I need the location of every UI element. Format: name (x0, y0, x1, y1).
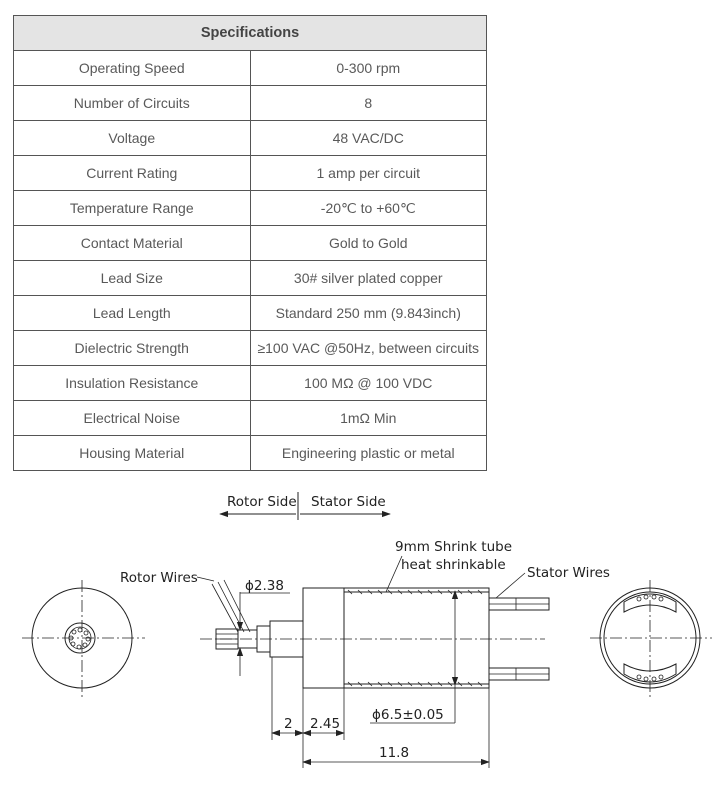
table-row (14, 51, 487, 86)
table-row (14, 331, 487, 366)
table-header-row (14, 16, 487, 51)
heat-shrinkable-label: heat shrinkable (401, 557, 506, 573)
dim-total-length: 11.8 (379, 745, 410, 761)
stator-side-label: Stator Side (311, 494, 386, 510)
param-cell: Current Rating (14, 156, 251, 191)
shrink-tube-label: 9mm Shrink tube (395, 539, 512, 555)
dimensions (240, 578, 489, 768)
dim-body-diameter: ϕ6.5±0.05 (372, 707, 444, 723)
rotor-end-view (22, 580, 145, 698)
param-cell: Contact Material (14, 226, 251, 261)
dim-flange-length: 2.45 (310, 716, 341, 732)
dim-shaft-diameter: ϕ2.38 (245, 578, 284, 594)
stator-end-view (590, 580, 712, 698)
side-indicator (220, 492, 390, 520)
value-cell: 100 MΩ @ 100 VDC (250, 366, 487, 401)
table-row (14, 296, 487, 331)
value-cell: Engineering plastic or metal (250, 436, 487, 471)
value-cell: Gold to Gold (250, 226, 487, 261)
table-row (14, 401, 487, 436)
table-row (14, 366, 487, 401)
table-row (14, 436, 487, 471)
stator-wires-label: Stator Wires (527, 565, 610, 581)
param-cell: Insulation Resistance (14, 366, 251, 401)
rotor-side-label: Rotor Side (227, 494, 297, 510)
param-cell: Housing Material (14, 436, 251, 471)
rotor-wires-label: Rotor Wires (120, 570, 198, 586)
side-view (200, 580, 549, 688)
param-cell: Dielectric Strength (14, 331, 251, 366)
param-cell: Voltage (14, 121, 251, 156)
table-row (14, 191, 487, 226)
param-cell: Lead Length (14, 296, 251, 331)
param-cell: Lead Size (14, 261, 251, 296)
value-cell: 30# silver plated copper (250, 261, 487, 296)
param-cell: Number of Circuits (14, 86, 251, 121)
value-cell: 1mΩ Min (250, 401, 487, 436)
table-row (14, 261, 487, 296)
table-row (14, 226, 487, 261)
dim-shaft-length: 2 (284, 716, 293, 732)
annotations (120, 539, 610, 598)
value-cell: Standard 250 mm (9.843inch) (250, 296, 487, 331)
value-cell: 1 amp per circuit (250, 156, 487, 191)
specifications-table (13, 15, 487, 471)
value-cell: ≥100 VAC @50Hz, between circuits (250, 331, 487, 366)
value-cell: -20℃ to +60℃ (250, 191, 487, 226)
value-cell: 8 (250, 86, 487, 121)
technical-drawing (0, 480, 727, 800)
param-cell: Temperature Range (14, 191, 251, 226)
table-row (14, 121, 487, 156)
table-title: Specifications (14, 16, 487, 51)
value-cell: 48 VAC/DC (250, 121, 487, 156)
param-cell: Operating Speed (14, 51, 251, 86)
param-cell: Electrical Noise (14, 401, 251, 436)
value-cell: 0-300 rpm (250, 51, 487, 86)
table-row (14, 86, 487, 121)
table-row (14, 156, 487, 191)
